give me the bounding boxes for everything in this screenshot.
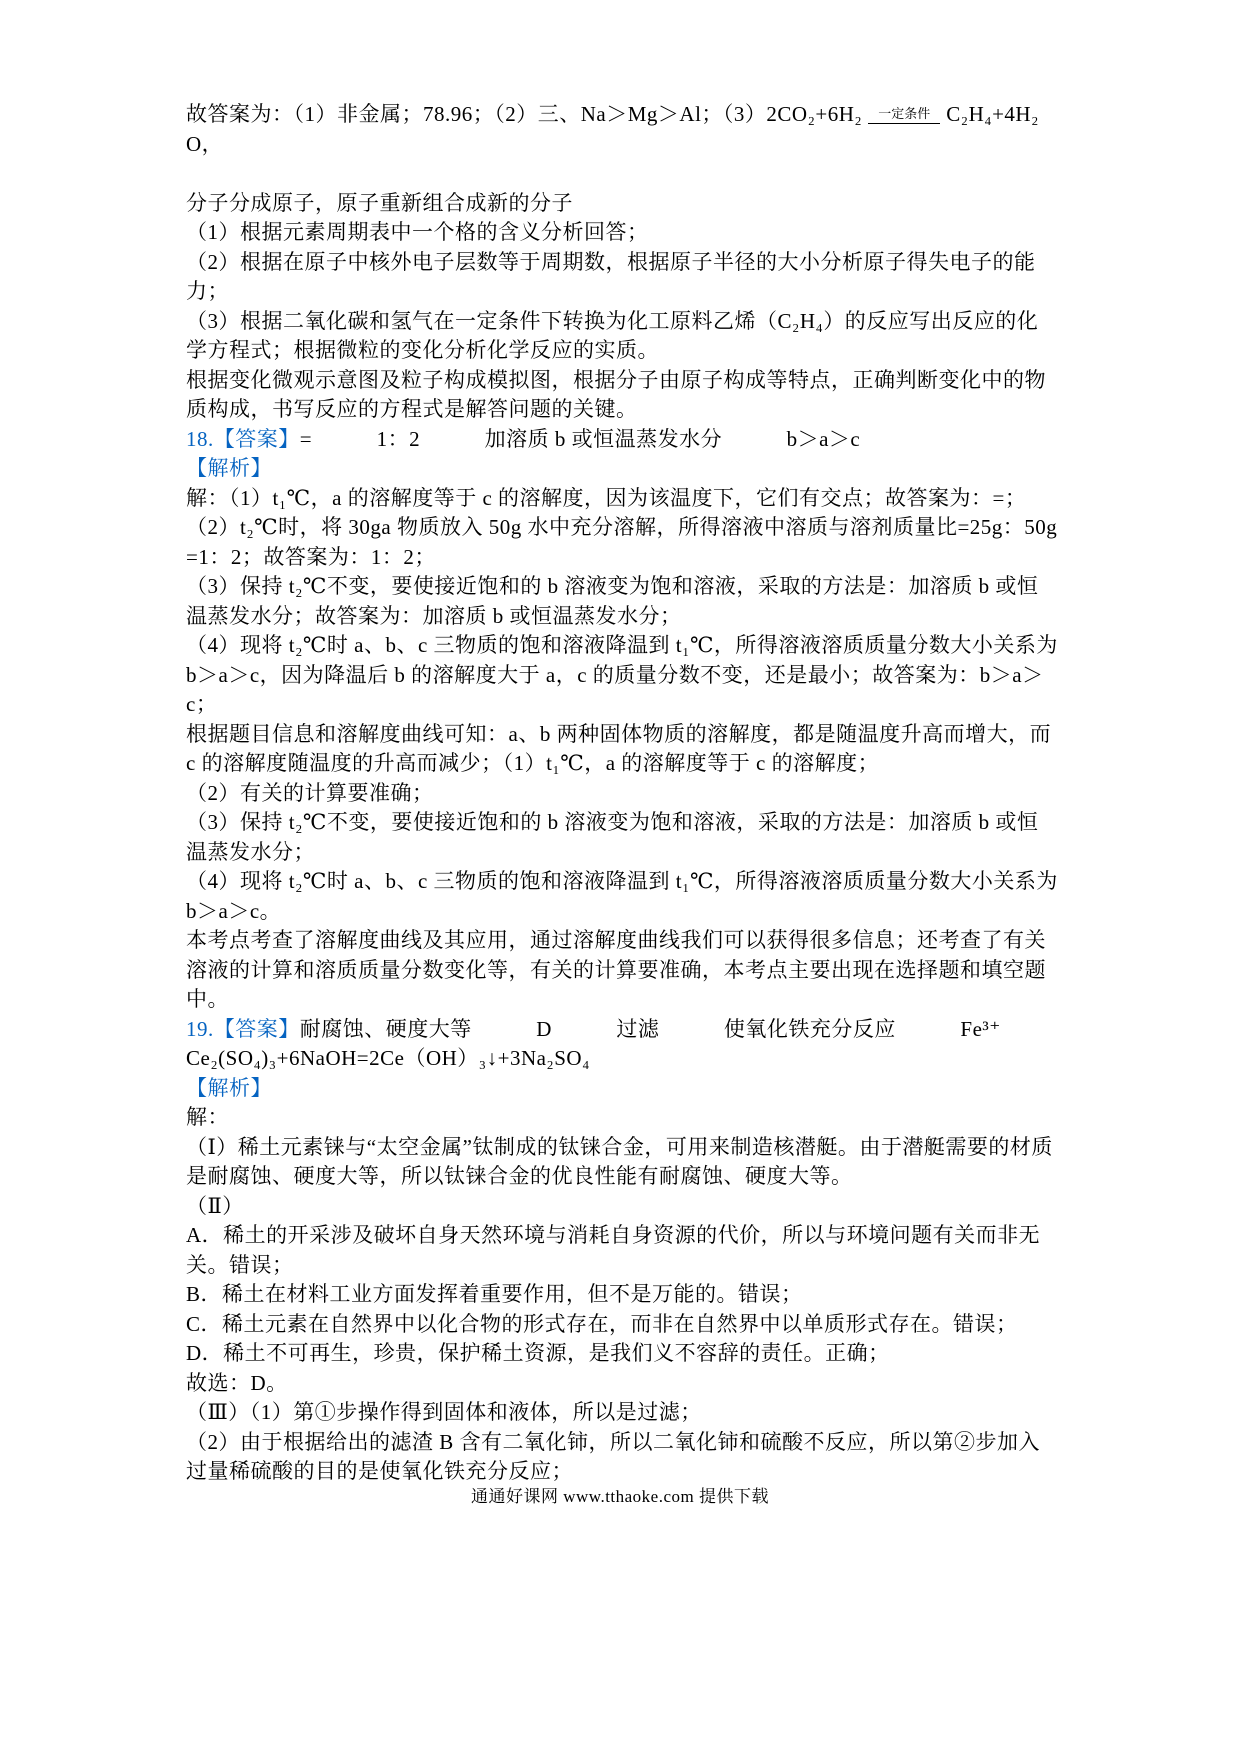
analysis-18-line-5: 根据题目信息和溶解度曲线可知：a、b 两种固体物质的溶解度，都是随温度升高而增大，而 c 的溶解度随温度的升高而减少；（1）t₁℃，a 的溶解度等于 c 的溶解度；	[186, 721, 1057, 775]
analysis-19-line-8: 故选：D。	[186, 1370, 288, 1395]
equation-suffix: C₂H₄+4H₂O，	[186, 102, 1039, 156]
analysis-18-line-3: （3）保持 t₂℃不变，要使接近饱和的 b 溶液变为饱和溶液，采取的方法是：加溶质 b 或恒温蒸发水分；故答案为：加溶质 b 或恒温蒸发水分；	[186, 574, 1039, 628]
analysis-19-line-1: 解：	[186, 1105, 229, 1129]
question-19-answer-content: 耐腐蚀、硬度大等 D 过滤 使氧化铁充分反应 Fe³⁺ Ce₂(SO₄)₃+6NaOH=2Ce（OH）₃↓+3Na₂SO₄	[186, 1016, 1066, 1070]
question-18-answer-content: = 1：2 加溶质 b 或恒温蒸发水分 b＞a＞c	[299, 426, 861, 451]
page-footer: 通通好课网 www.tthaoke.com 提供下载	[470, 1487, 770, 1506]
question-18-answer-label: 18.【答案】	[186, 426, 300, 451]
analysis-19-line-6: C．稀土元素在自然界中以化合物的形式存在，而非在自然界中以单质形式存在。错误；	[186, 1311, 1018, 1336]
equation-prefix: 故答案为：（1）非金属；78.96；（2）三、Na＞Mg＞Al；（3）2CO₂+6H₂	[186, 102, 863, 126]
analysis-18-line-7: （3）保持 t₂℃不变，要使接近饱和的 b 溶液变为饱和溶液，采取的方法是：加溶质 b 或恒温蒸发水分；	[186, 810, 1039, 864]
analysis-label-19: 【解析】	[186, 1075, 272, 1100]
intro-paragraph-2: （1）根据元素周期表中一个格的含义分析回答；	[186, 220, 649, 244]
reaction-condition-text: 一定条件	[878, 106, 931, 121]
analysis-19-line-7: D．稀土不可再生，珍贵，保护稀土资源，是我们义不容辞的责任。正确；	[186, 1341, 890, 1365]
reaction-condition-over-line	[868, 107, 940, 124]
analysis-label-18: 【解析】	[186, 456, 272, 480]
answer-equation-line	[186, 100, 1058, 159]
question-18-answer-line	[186, 425, 1058, 455]
analysis-19-line-3: （Ⅱ）	[186, 1193, 244, 1218]
analysis-19-line-9: （Ⅲ）（1）第①步操作得到固体和液体，所以是过滤；	[186, 1400, 702, 1424]
question-19-answer-line	[186, 1015, 1066, 1074]
analysis-18-line-6: （2）有关的计算要准确；	[186, 780, 434, 805]
analysis-18-line-4: （4）现将 t₂℃时 a、b、c 三物质的饱和溶液降温到 t₁℃，所得溶液溶质质量分数大小关系为 b＞a＞c，因为降温后 b 的溶解度大于 a，c 的质量分数不变，还是最小；故答案为：b＞a＞c；	[186, 633, 1064, 716]
document-body	[186, 100, 1066, 1487]
analysis-19-line-5: B．稀土在材料工业方面发挥着重要作用，但不是万能的。错误；	[186, 1282, 803, 1306]
analysis-19-line-4: A．稀土的开采涉及破坏自身天然环境与消耗自身资源的代价，所以与环境问题有关而非无关。错误；	[186, 1223, 1041, 1277]
intro-paragraph-1: 分子分成原子，原子重新组合成新的分子	[186, 190, 573, 215]
analysis-18-line-8: （4）现将 t₂℃时 a、b、c 三物质的饱和溶液降温到 t₁℃，所得溶液溶质质量分数大小关系为 b＞a＞c。	[186, 869, 1064, 923]
analysis-18-line-2: （2）t₂℃时，将 30ga 物质放入 50g 水中充分溶解，所得溶液中溶质与溶剂质量比=25g：50g=1：2；故答案为：1：2；	[186, 515, 1058, 569]
analysis-19-line-2: （Ⅰ）稀土元素铼与“太空金属”钛制成的钛铼合金，可用来制造核潜艇。由于潜艇需要的材质是耐腐蚀、硬度大等，所以钛铼合金的优良性能有耐腐蚀、硬度大等。	[186, 1134, 1053, 1188]
intro-paragraph-5: 根据变化微观示意图及粒子构成模拟图，根据分子由原子构成等特点，正确判断变化中的物质构成，书写反应的方程式是解答问题的关键。	[186, 367, 1046, 421]
intro-paragraph-3: （2）根据在原子中核外电子层数等于周期数，根据原子半径的大小分析原子得失电子的能力；	[186, 249, 1036, 303]
question-19-answer-label: 19.【答案】	[186, 1016, 300, 1041]
analysis-18-line-9: 本考点考查了溶解度曲线及其应用，通过溶解度曲线我们可以获得很多信息；还考查了有关溶液的计算和溶质质量分数变化等，有关的计算要准确，本考点主要出现在选择题和填空题中。	[186, 928, 1046, 1011]
intro-paragraph-4: （3）根据二氧化碳和氢气在一定条件下转换为化工原料乙烯（C₂H₄）的反应写出反应的化学方程式；根据微粒的变化分析化学反应的实质。	[186, 308, 1039, 362]
analysis-18-line-1: 解：（1）t₁℃，a 的溶解度等于 c 的溶解度，因为该温度下，它们有交点；故答案为：=；	[186, 485, 1027, 510]
analysis-19-line-10: （2）由于根据给出的滤渣 B 含有二氧化铈，所以二氧化铈和硫酸不反应，所以第②步加入过量稀硫酸的目的是使氧化铁充分反应；	[186, 1429, 1041, 1483]
